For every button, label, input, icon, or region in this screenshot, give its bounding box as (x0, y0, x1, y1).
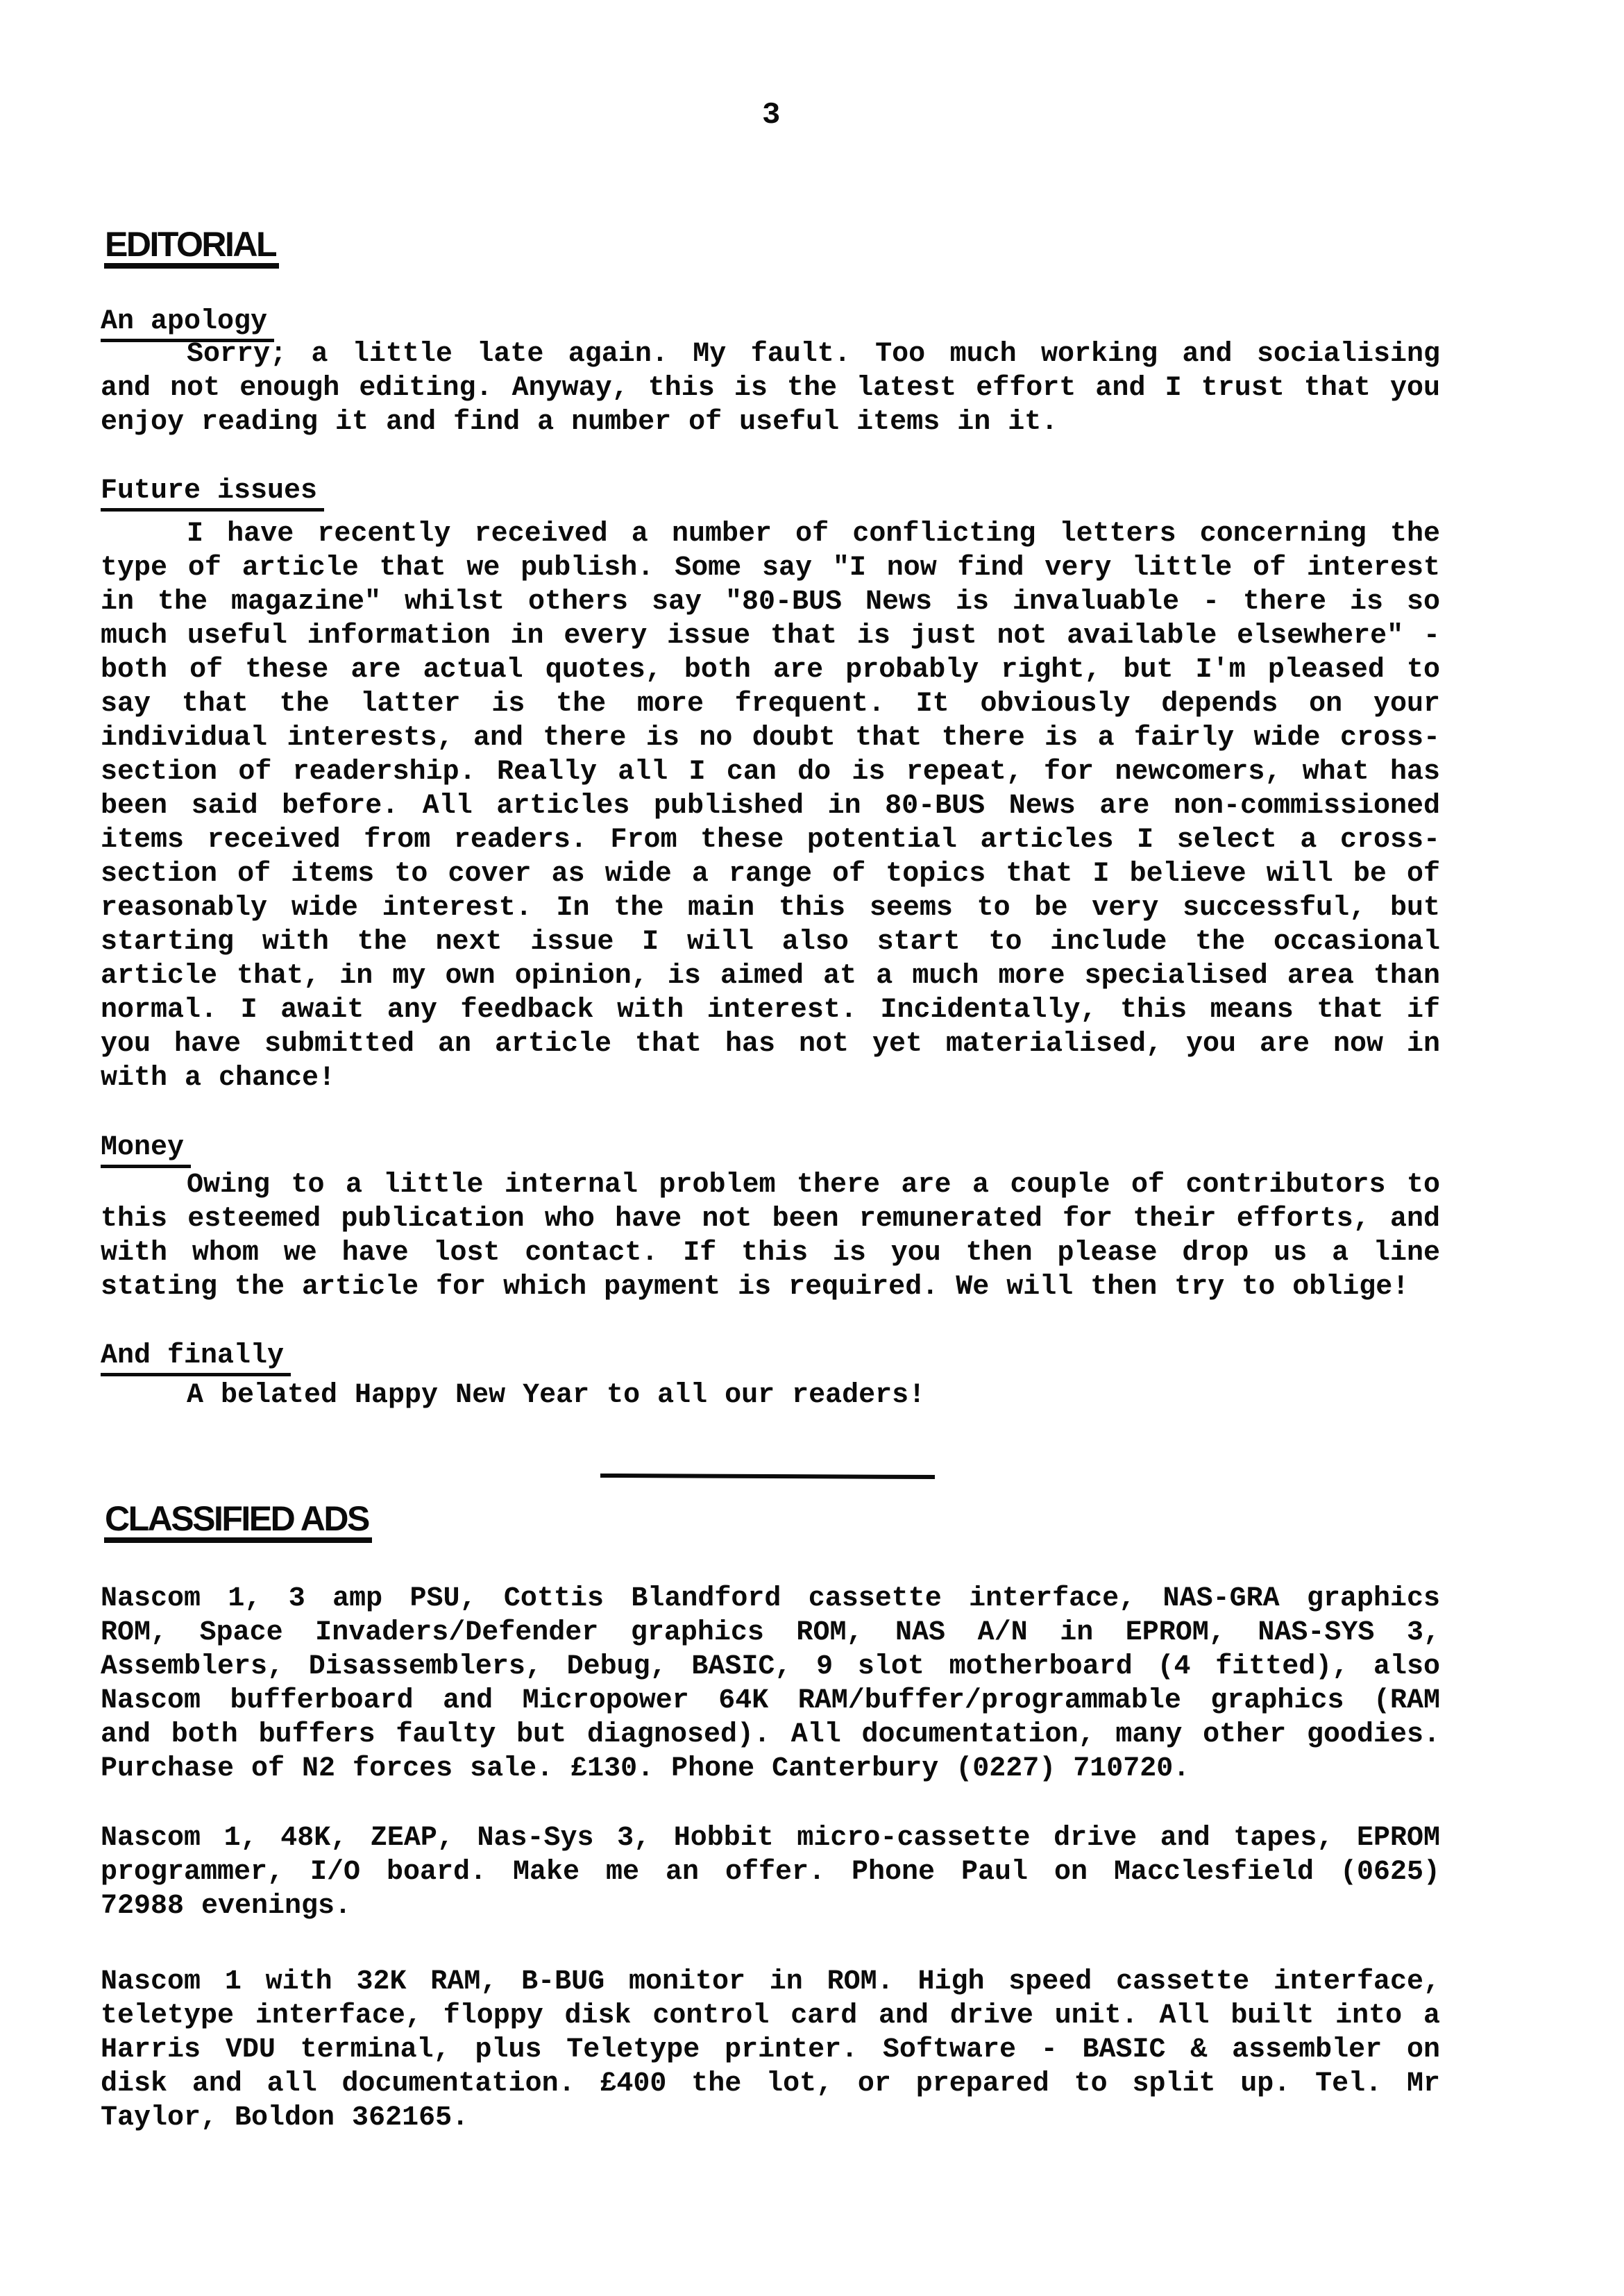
text-line: Harris VDU terminal, plus Teletype printer. Software - BASIC & assembler on (101, 2034, 1440, 2066)
text-line: Purchase of N2 forces sale. £130. Phone Canterbury (0227) 710720. (101, 1753, 1190, 1784)
text-line: been said before. All articles published in 80-BUS News are non-commissioned (101, 791, 1440, 822)
text-line: enjoy reading it and find a number of useful items in it. (101, 407, 1058, 438)
text-line: in the magazine" whilst others say "80-BUS News is invaluable - there is so (101, 586, 1440, 618)
text-line: Assemblers, Disassemblers, Debug, BASIC, 9 slot motherboard (4 fitted), also (101, 1651, 1440, 1682)
text-line: Nascom 1 with 32K RAM, B-BUG monitor in ROM. High speed cassette interface, (101, 1966, 1440, 1998)
editorial-heading: EDITORIAL (104, 227, 279, 269)
text-line: Taylor, Boldon 362165. (101, 2102, 469, 2134)
text-line: programmer, I/O board. Make me an offer. Phone Paul on Macclesfield (0625) (101, 1857, 1440, 1888)
text-line: normal. I await any feedback with interest. Incidentally, this means that if (101, 995, 1440, 1026)
section-heading-money: Money (101, 1131, 191, 1168)
paragraph-an-apology (101, 337, 1440, 439)
text-line: reasonably wide interest. In the main this seems to be very successful, but (101, 893, 1440, 924)
text-line: type of article that we publish. Some say "I now find very little of interest (101, 552, 1440, 584)
text-line: section of readership. Really all I can do is repeat, for newcomers, what has (101, 757, 1440, 788)
classified-ad-2 (101, 1821, 1440, 1923)
text-line: and not enough editing. Anyway, this is the latest effort and I trust that you (101, 373, 1440, 404)
section-divider (600, 1474, 935, 1479)
text-line: both of these are actual quotes, both are probably right, but I'm pleased to (101, 655, 1440, 686)
text-line: Nascom 1, 48K, ZEAP, Nas-Sys 3, Hobbit micro-cassette drive and tapes, EPROM (101, 1823, 1440, 1854)
text-line: Owing to a little internal problem there are a couple of contributors to (187, 1170, 1440, 1201)
text-line: teletype interface, floppy disk control card and drive unit. All built into a (101, 2000, 1440, 2032)
classified-ads-heading: CLASSIFIED ADS (104, 1501, 372, 1543)
text-line: this esteemed publication who have not been remunerated for their efforts, and (101, 1204, 1440, 1235)
classified-ad-1 (101, 1582, 1440, 1786)
text-line: A belated Happy New Year to all our readers! (187, 1380, 926, 1411)
section-heading-future-issues: Future issues (101, 474, 324, 512)
text-line: with whom we have lost contact. If this is you then please drop us a line (101, 1238, 1440, 1269)
text-line: disk and all documentation. £400 the lot, or prepared to split up. Tel. Mr (101, 2068, 1440, 2100)
classified-ad-3 (101, 1965, 1440, 2135)
text-line: individual interests, and there is no doubt that there is a fairly wide cross- (101, 723, 1440, 754)
section-heading-and-finally: And finally (101, 1339, 291, 1376)
paragraph-future-issues (101, 517, 1440, 1095)
text-line: say that the latter is the more frequent. It obviously depends on your (101, 689, 1440, 720)
text-line: Sorry; a little late again. My fault. Too much working and socialising (187, 339, 1440, 370)
text-line: you have submitted an article that has not yet materialised, you are now in (101, 1029, 1440, 1060)
text-line: 72988 evenings. (101, 1891, 352, 1922)
text-line: starting with the next issue I will also start to include the occasional (101, 927, 1440, 958)
page-number: 3 (762, 98, 781, 133)
text-line: stating the article for which payment is required. We will then try to oblige! (101, 1272, 1410, 1303)
section-heading-an-apology: An apology (101, 305, 274, 342)
text-line: and both buffers faulty but diagnosed). All documentation, many other goodies. (101, 1719, 1440, 1750)
text-line: with a chance! (101, 1063, 336, 1094)
text-line: items received from readers. From these potential articles I select a cross- (101, 825, 1440, 856)
text-line: I have recently received a number of conflicting letters concerning the (187, 518, 1440, 550)
paragraph-money (101, 1168, 1440, 1304)
text-line: article that, in my own opinion, is aimed at a much more specialised area than (101, 961, 1440, 992)
text-line: much useful information in every issue that is just not available elsewhere" - (101, 621, 1440, 652)
text-line: section of items to cover as wide a range of topics that I believe will be of (101, 859, 1440, 890)
text-line: Nascom bufferboard and Micropower 64K RAM/buffer/programmable graphics (RAM (101, 1685, 1440, 1716)
text-line: ROM, Space Invaders/Defender graphics ROM, NAS A/N in EPROM, NAS-SYS 3, (101, 1617, 1440, 1648)
paragraph-and-finally (101, 1378, 1440, 1412)
text-line: Nascom 1, 3 amp PSU, Cottis Blandford cassette interface, NAS-GRA graphics (101, 1583, 1440, 1614)
